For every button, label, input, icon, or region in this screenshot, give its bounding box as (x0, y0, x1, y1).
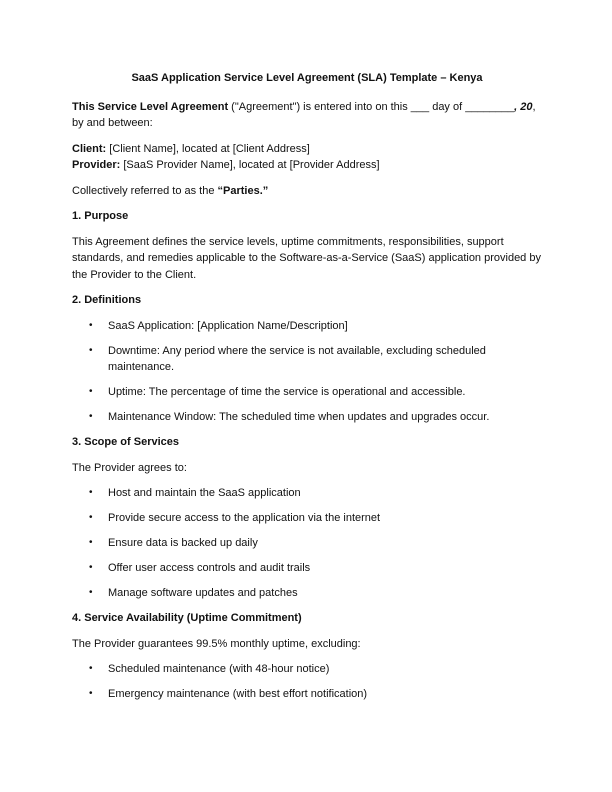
list-item-text: Uptime: The percentage of time the service is operational and accessible. (108, 386, 466, 398)
availability-lead: The Provider guarantees 99.5% monthly uptime, excluding: (72, 637, 361, 650)
intro-text-2: , by and between: (72, 100, 536, 129)
provider-label: Provider: (72, 159, 121, 171)
list-item (72, 485, 542, 502)
intro-paragraph (72, 99, 542, 132)
list-item-text: Offer user access controls and audit trails (108, 562, 311, 574)
provider-line (72, 157, 542, 174)
list-item (72, 686, 542, 703)
list-item-text: Provide secure access to the application via the internet (108, 512, 381, 524)
definitions-heading: 2. Definitions (72, 294, 142, 306)
list-item-text: Manage software updates and patches (108, 587, 298, 599)
list-item (72, 560, 542, 577)
intro-year: , 20 (514, 100, 533, 113)
bullet-icon: • (89, 411, 93, 422)
client-text: [Client Name], located at [Client Address] (106, 142, 310, 155)
list-item-text: Host and maintain the SaaS application (108, 487, 301, 499)
intro-text-1: ("Agreement") is entered into on this ___ day of ________ (228, 100, 515, 113)
availability-heading: 4. Service Availability (Uptime Commitment) (72, 612, 302, 624)
list-item-text: Emergency maintenance (with best effort notification) (108, 688, 368, 700)
list-item (72, 535, 542, 552)
bullet-icon: • (89, 663, 93, 674)
bullet-icon: • (89, 587, 93, 598)
bullet-icon: • (89, 688, 93, 699)
bullet-icon: • (89, 512, 93, 523)
purpose-heading: 1. Purpose (72, 210, 129, 222)
bullet-icon: • (89, 562, 93, 573)
document-page (72, 70, 542, 711)
list-item-text: Downtime: Any period where the service is not available, excluding scheduled maintenance. (108, 344, 486, 373)
bullet-icon: • (89, 344, 93, 356)
list-item (72, 343, 542, 376)
list-item-text: Scheduled maintenance (with 48-hour notice) (108, 663, 330, 675)
list-item-text: Maintenance Window: The scheduled time when updates and upgrades occur. (108, 411, 490, 423)
purpose-body: This Agreement defines the service levels, uptime commitments, responsibilities, support standards, and remedies applicable to the Software-as-a-Service (SaaS) application provided by the Provider to the Client. (72, 235, 541, 281)
document-title: SaaS Application Service Level Agreement (SLA) Template – Kenya (131, 72, 483, 84)
list-item-text: Ensure data is backed up daily (108, 537, 258, 549)
list-item (72, 661, 542, 678)
collective-text: Collectively referred to as the (72, 184, 218, 197)
list-item (72, 384, 542, 401)
client-label: Client: (72, 142, 107, 155)
client-line (72, 141, 542, 158)
bullet-icon: • (89, 319, 93, 331)
bullet-icon: • (89, 537, 93, 548)
scope-list (72, 485, 542, 602)
list-item (72, 318, 542, 335)
collective-line (72, 183, 542, 200)
intro-bold-lead: This Service Level Agreement (72, 100, 229, 113)
availability-list (72, 661, 542, 703)
list-item (72, 409, 542, 426)
scope-heading: 3. Scope of Services (72, 436, 179, 448)
list-item-text: SaaS Application: [Application Name/Description] (108, 319, 348, 332)
provider-text: [SaaS Provider Name], located at [Provider Address] (120, 159, 380, 171)
list-item (72, 510, 542, 527)
scope-lead: The Provider agrees to: (72, 461, 187, 474)
bullet-icon: • (89, 386, 93, 397)
bullet-icon: • (89, 487, 93, 498)
collective-bold: “Parties.” (217, 184, 269, 197)
list-item (72, 585, 542, 602)
definitions-list (72, 318, 542, 426)
